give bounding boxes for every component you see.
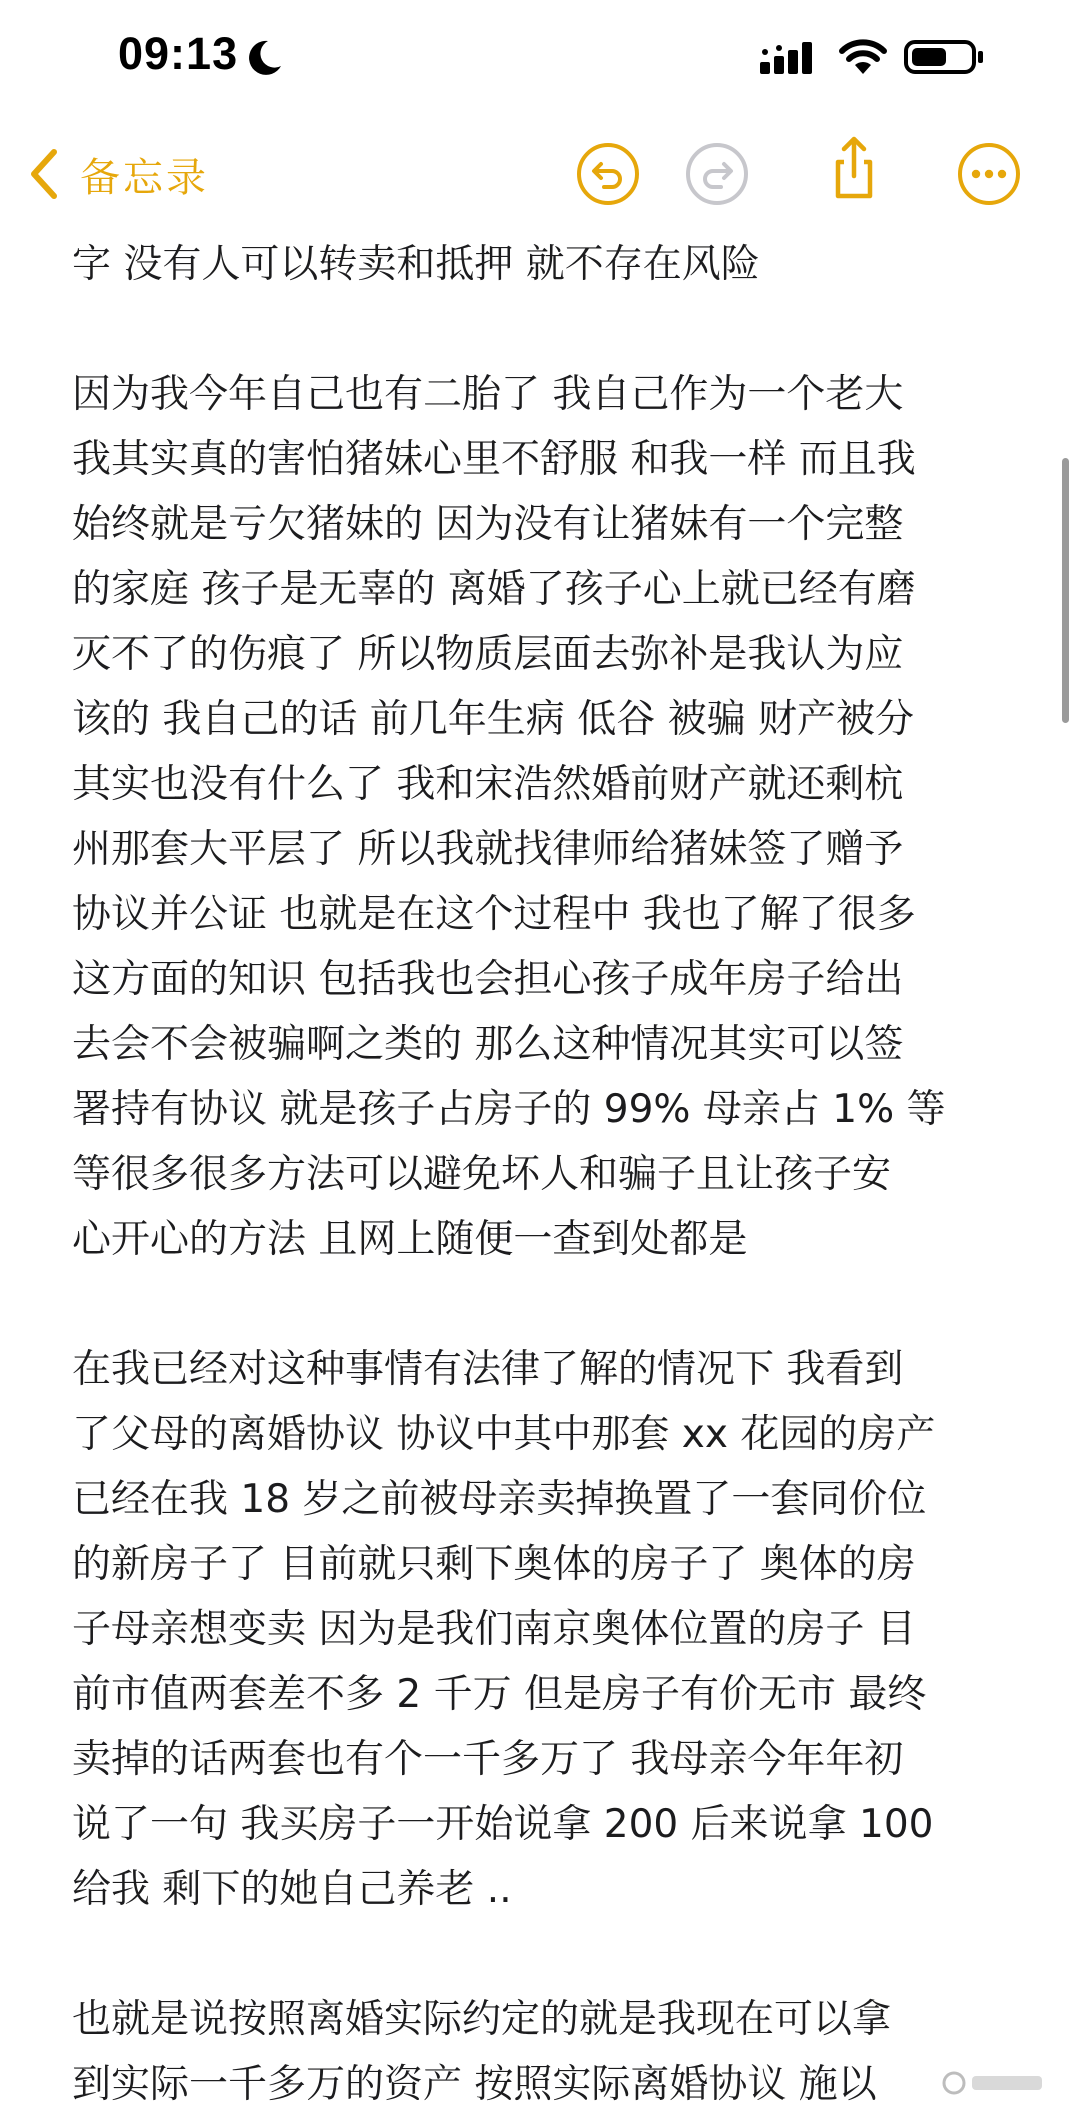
note-paragraph: 因为我今年自己也有二胎了 我自己作为一个老大 我其实真的害怕猪妹心里不舒服 和我一样 而且我 始终就是亏欠猪妹的 因为没有让猪妹有一个完整 的家庭 孩子是无辜的 离婚了孩子心上就已经有磨 灭不了的伤痕了 所以物质层面去弥补是我认为应 该的 我自己的话 前几年生病 低谷 被骗 财产被分 其实也没有什么了 我和宋浩然婚前财产就还剩杭 州那套大平层了 所以我就找律师给猪妹签了赠予 协议并公证 也就是在这个过程中 我也了解了很多 这方面的知识 包括我也会担心孩子成年房子给出 去会不会被骗啊之类的 那么这种情况其实可以签 署持有协议 就是孩子占房子的 99% 母亲占 1% 等 等很多很多方法可以避免坏人和骗子且让孩子安 心开心的方法 且网上随便一查到处都是 (72, 372, 946, 1262)
watermark-logo (932, 2060, 1052, 2106)
note-body[interactable] (72, 232, 1032, 2117)
status-bar (0, 0, 1080, 115)
status-time: 09:13 (118, 28, 239, 79)
redo-icon[interactable] (683, 140, 751, 208)
share-icon[interactable] (820, 134, 888, 202)
chevron-left-icon (28, 148, 60, 200)
back-button[interactable] (28, 144, 209, 204)
note-paragraph: 在我已经对这种事情有法律了解的情况下 我看到 了父母的离婚协议 协议中其中那套 xx 花园的房产 已经在我 18 岁之前被母亲卖掉换置了一套同价位 的新房子了 目前就只剩下奥体的房子了 奥体的房 子母亲想变卖 因为是我们南京奥体位置的房子 目 前市值两套差不多 2 千万 但是房子有价无市 最终 卖掉的话两套也有个一千多万了 我母亲今年年初 说了一句 我买房子一开始说拿 200 后来说拿 100 给我 剩下的她自己养老 .. (72, 1347, 936, 1912)
back-label: 备忘录 (80, 154, 209, 201)
cellular-signal-icon (760, 42, 822, 74)
wifi-icon (838, 38, 888, 76)
scroll-indicator[interactable] (1062, 458, 1069, 723)
undo-icon[interactable] (574, 140, 642, 208)
moon-icon (244, 38, 284, 78)
more-icon[interactable] (955, 140, 1023, 208)
note-paragraph: 字 没有人可以转卖和抵押 就不存在风险 (72, 242, 760, 287)
note-paragraph: 也就是说按照离婚实际约定的就是我现在可以拿 到实际一千多万的资产 按照实际离婚协议 施以 (72, 1997, 892, 2107)
nav-bar (0, 130, 1080, 220)
battery-icon (904, 38, 984, 76)
